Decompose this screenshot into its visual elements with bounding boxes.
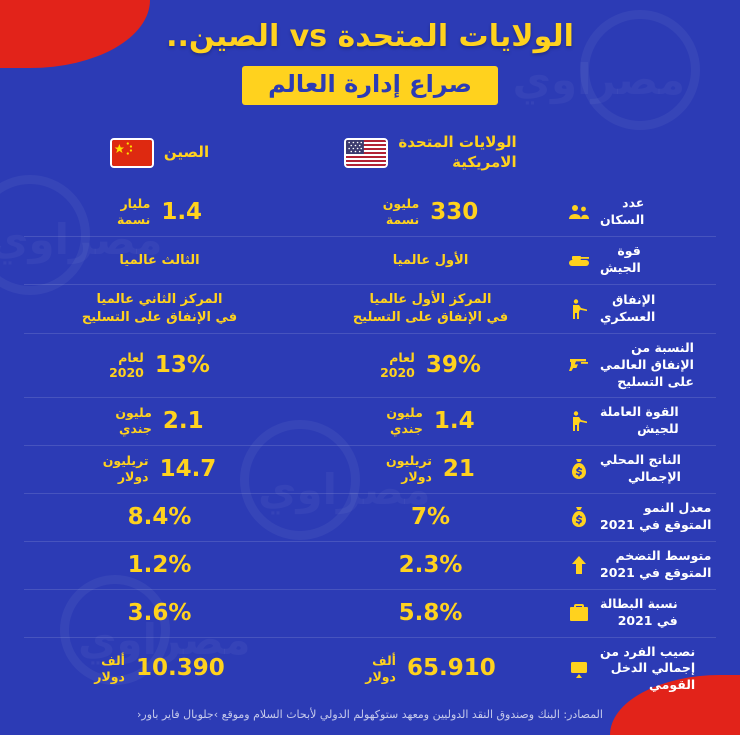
table-row xyxy=(24,494,716,542)
comparison-table xyxy=(24,189,716,701)
value-usa: 7% xyxy=(410,503,451,530)
column-header-china xyxy=(24,127,295,179)
value-unit-usa: مليون نسمة xyxy=(382,196,420,227)
value-china: 1.2% xyxy=(127,551,192,578)
row-label-line: الجيش xyxy=(600,260,641,275)
value-unit-china: مليار نسمة xyxy=(116,196,151,227)
row-label-line: معدل النمو xyxy=(643,500,712,516)
cell-usa xyxy=(295,344,566,387)
column-header-usa xyxy=(295,127,566,179)
value-usa: 65.910 xyxy=(406,655,496,682)
row-label-line: عدد xyxy=(622,195,645,211)
value-unit-usa: لعام 2020 xyxy=(380,349,415,381)
cell-usa xyxy=(295,545,566,586)
value-china-line2: في الإنفاق على التسليح xyxy=(81,309,238,325)
sources-note: المصادر: البنك وصندوق النقد الدوليين ومعهد ستوكهولم الدولي لأبحاث السلام وموقع ›جلوبال فاير باور‹ xyxy=(137,708,603,721)
row-label-line: الإجمالي xyxy=(627,469,681,484)
row-label-line: في 2021 xyxy=(617,613,678,628)
flag-usa-icon xyxy=(344,138,388,168)
value-china: 2.1 xyxy=(162,407,204,434)
cell-china xyxy=(24,190,295,233)
value-usa: 5.8% xyxy=(398,599,463,626)
row-label-line: إجمالي الدخل xyxy=(610,660,696,676)
briefcase-icon xyxy=(566,600,592,626)
row-label xyxy=(566,542,716,588)
table-row xyxy=(24,446,716,494)
table-row xyxy=(24,237,716,285)
money-down-icon xyxy=(566,656,592,682)
value-usa-line1: المركز الأول عالميا xyxy=(369,291,492,307)
cell-china xyxy=(24,593,295,634)
cell-usa xyxy=(295,447,566,490)
value-china: 10.390 xyxy=(135,655,225,682)
country-name-usa-line1: الولايات المتحدة xyxy=(398,133,517,151)
row-label-line: نصيب الفرد من xyxy=(600,643,696,659)
value-unit-usa: ألف دولار xyxy=(365,653,396,684)
cell-usa xyxy=(295,399,566,442)
value-usa: 21 xyxy=(442,455,475,482)
row-label xyxy=(566,590,716,636)
row-label-line: قوة xyxy=(617,243,641,259)
page-subtitle: صراع إدارة العالم xyxy=(242,66,498,105)
table-row xyxy=(24,590,716,638)
value-unit-usa: مليون جندي xyxy=(386,405,423,436)
cell-china xyxy=(24,647,295,690)
value-unit-china: ألف دولار xyxy=(94,653,125,684)
value-china: 14.7 xyxy=(159,455,217,482)
cell-china xyxy=(24,243,295,276)
header xyxy=(0,0,740,105)
value-china: 3.6% xyxy=(127,599,192,626)
flag-china-icon xyxy=(110,138,154,168)
row-label xyxy=(566,286,716,332)
value-usa: 1.4 xyxy=(433,407,475,434)
row-label xyxy=(566,446,716,492)
arrow-up-icon xyxy=(566,552,592,578)
table-row xyxy=(24,189,716,237)
country-name-usa-line2: الامريكية xyxy=(452,152,517,171)
row-label xyxy=(566,398,716,444)
table-row xyxy=(24,334,716,398)
cell-usa xyxy=(295,593,566,634)
rifle-icon xyxy=(566,352,592,378)
table-row xyxy=(24,398,716,446)
country-name-china: الصين xyxy=(163,142,210,161)
cell-china xyxy=(24,344,295,387)
value-unit-china: لعام 2020 xyxy=(109,349,144,381)
value-unit-usa: تريليون دولار xyxy=(386,453,432,484)
value-unit-china: تريليون دولار xyxy=(102,453,149,484)
table-row xyxy=(24,638,716,701)
cell-usa xyxy=(295,243,566,276)
cell-china xyxy=(24,497,295,538)
cell-china xyxy=(24,545,295,586)
value-china: 1.4 xyxy=(161,198,203,225)
value-usa-line2: في الإنفاق على التسليح xyxy=(352,309,509,325)
cell-usa xyxy=(295,190,566,233)
row-label-line: للجيش xyxy=(637,421,679,436)
value-china-line1: المركز الثاني عالميا xyxy=(96,291,223,307)
value-china: 8.4% xyxy=(127,503,192,530)
soldier-icon xyxy=(566,296,592,322)
table-row xyxy=(24,285,716,334)
tank-icon xyxy=(566,247,592,273)
row-label-line: القوة العاملة xyxy=(600,404,679,420)
cell-china xyxy=(24,399,295,442)
value-usa: الأول عالميا xyxy=(392,253,469,269)
row-label-line: على التسليح xyxy=(617,373,694,389)
row-label xyxy=(566,638,716,701)
moneybag-icon xyxy=(566,456,592,482)
dollar-coin-icon xyxy=(566,504,592,530)
row-label-line: نسبة البطالة xyxy=(600,596,678,612)
row-label-line: العسكري xyxy=(600,308,656,324)
row-label-line: النسبة من xyxy=(631,339,694,355)
cell-china xyxy=(24,447,295,490)
people-icon xyxy=(566,199,592,225)
row-label-line: المتوقع في 2021 xyxy=(600,565,712,580)
value-china: 13% xyxy=(154,351,210,378)
cell-usa xyxy=(295,285,566,333)
row-label xyxy=(566,189,716,235)
row-label-line: الإنفاق xyxy=(612,291,656,307)
value-usa: 39% xyxy=(425,351,481,378)
soldier2-icon xyxy=(566,408,592,434)
row-label xyxy=(566,334,716,397)
cell-usa xyxy=(295,497,566,538)
value-china: الثالث عالميا xyxy=(119,253,200,269)
row-label-line: الإنفاق العالمي xyxy=(600,356,694,372)
row-label xyxy=(566,237,716,283)
row-label-line: المتوقع في 2021 xyxy=(600,517,712,532)
value-unit-china: مليون جندي xyxy=(115,405,152,436)
page-title: الولايات المتحدة vs الصين.. xyxy=(166,19,574,54)
value-usa: 330 xyxy=(430,198,479,225)
row-label-line: الناتج المحلي xyxy=(600,452,681,468)
columns-header xyxy=(0,127,740,179)
cell-usa xyxy=(295,647,566,690)
row-label-line: القومي xyxy=(649,677,696,693)
row-label xyxy=(566,494,716,540)
row-label-line: السكان xyxy=(600,212,645,227)
cell-china xyxy=(24,285,295,333)
row-label-line: متوسط التضخم xyxy=(615,548,712,564)
value-usa: 2.3% xyxy=(398,551,463,578)
table-row xyxy=(24,542,716,590)
country-name-usa xyxy=(398,133,516,172)
